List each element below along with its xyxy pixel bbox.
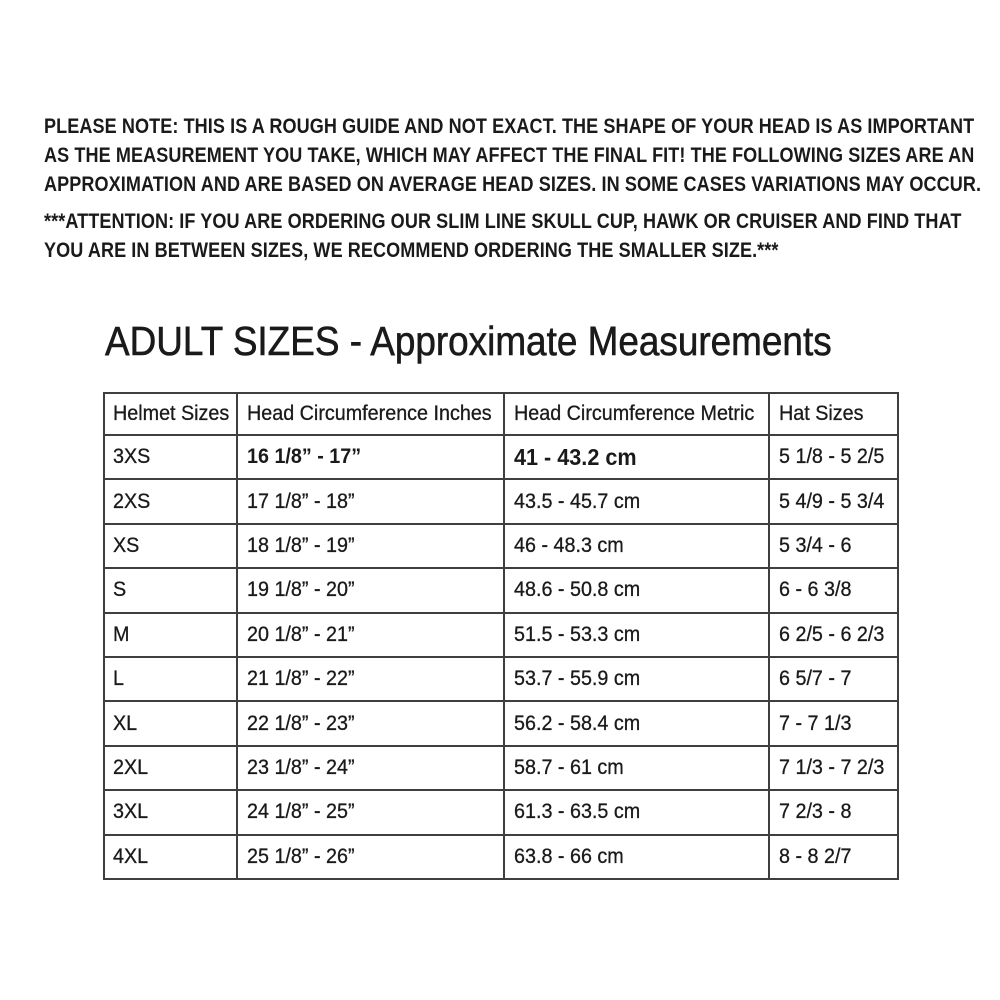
attention-line: YOU ARE IN BETWEEN SIZES, WE RECOMMEND ORDERING THE SMALLER SIZE.***	[44, 238, 779, 262]
inches-cell	[237, 790, 504, 834]
inches-cell	[237, 835, 504, 879]
note-line: AS THE MEASUREMENT YOU TAKE, WHICH MAY AFFECT THE FINAL FIT! THE FOLLOWING SIZES ARE AN	[44, 143, 975, 167]
header-label: Head Circumference Inches	[247, 402, 492, 425]
cell-value: 24 1/8” - 25”	[247, 800, 355, 824]
table-row	[104, 701, 898, 745]
helmet-size-cell	[104, 524, 237, 568]
note-line: APPROXIMATION AND ARE BASED ON AVERAGE HEAD SIZES. IN SOME CASES VARIATIONS MAY OCCUR.	[44, 172, 982, 196]
metric-cell	[504, 657, 769, 701]
metric-cell	[504, 568, 769, 612]
header-circumference-inches	[237, 393, 504, 435]
metric-cell	[504, 746, 769, 790]
cell-value: 43.5 - 45.7 cm	[514, 489, 641, 513]
inches-cell	[237, 568, 504, 612]
table-row	[104, 746, 898, 790]
hat-size-cell	[769, 568, 898, 612]
cell-value: 58.7 - 61 cm	[514, 755, 624, 779]
cell-value: 63.8 - 66 cm	[514, 844, 624, 868]
table-row	[104, 435, 898, 479]
table-row	[104, 790, 898, 834]
hat-size-cell	[769, 657, 898, 701]
metric-cell	[504, 435, 769, 479]
metric-cell	[504, 613, 769, 657]
page-title: ADULT SIZES - Approximate Measurements	[105, 318, 832, 364]
helmet-size-cell	[104, 613, 237, 657]
cell-value: 5 4/9 - 5 3/4	[779, 489, 885, 513]
metric-cell	[504, 524, 769, 568]
inches-cell	[237, 435, 504, 479]
cell-value: 7 2/3 - 8	[779, 800, 852, 824]
cell-value: 6 2/5 - 6 2/3	[779, 622, 885, 646]
cell-value: 17 1/8” - 18”	[247, 489, 355, 513]
helmet-size-cell	[104, 479, 237, 523]
hat-size-cell	[769, 701, 898, 745]
helmet-size-cell	[104, 435, 237, 479]
cell-value: 5 3/4 - 6	[779, 533, 852, 557]
header-circumference-metric	[504, 393, 769, 435]
table-row	[104, 657, 898, 701]
table-row	[104, 568, 898, 612]
header-helmet-sizes	[104, 393, 237, 435]
cell-value: S	[113, 578, 127, 602]
helmet-size-cell	[104, 701, 237, 745]
hat-size-cell	[769, 479, 898, 523]
hat-size-cell	[769, 835, 898, 879]
cell-value: 48.6 - 50.8 cm	[514, 578, 641, 602]
inches-cell	[237, 701, 504, 745]
hat-size-cell	[769, 524, 898, 568]
size-table	[103, 392, 899, 880]
helmet-size-cell	[104, 790, 237, 834]
cell-value: 51.5 - 53.3 cm	[514, 622, 641, 646]
cell-value: 56.2 - 58.4 cm	[514, 711, 641, 735]
cell-value: XL	[113, 711, 138, 735]
cell-value: 18 1/8” - 19”	[247, 533, 355, 557]
inches-cell	[237, 479, 504, 523]
attention-paragraph	[44, 207, 1000, 265]
cell-value: 2XS	[113, 489, 151, 513]
table-header-row	[104, 393, 898, 435]
note-line: PLEASE NOTE: THIS IS A ROUGH GUIDE AND NOT EXACT. THE SHAPE OF YOUR HEAD IS AS IMPORTANT	[44, 114, 975, 138]
helmet-size-cell	[104, 657, 237, 701]
cell-value: 20 1/8” - 21”	[247, 622, 355, 646]
cell-value: L	[113, 667, 124, 691]
inches-cell	[237, 657, 504, 701]
cell-value: 46 - 48.3 cm	[514, 533, 624, 557]
metric-cell	[504, 835, 769, 879]
cell-value: 3XL	[113, 800, 149, 824]
helmet-size-cell	[104, 835, 237, 879]
hat-size-cell	[769, 435, 898, 479]
note-paragraph	[44, 112, 1000, 199]
cell-value: 3XS	[113, 445, 151, 469]
hat-size-cell	[769, 613, 898, 657]
cell-value: 21 1/8” - 22”	[247, 667, 355, 691]
cell-value: XS	[113, 533, 140, 557]
cell-value: M	[113, 622, 130, 646]
table-row	[104, 524, 898, 568]
cell-value: 6 - 6 3/8	[779, 578, 852, 602]
cell-value: 8 - 8 2/7	[779, 844, 852, 868]
table-row	[104, 479, 898, 523]
header-label: Helmet Sizes	[113, 402, 230, 425]
attention-line: ***ATTENTION: IF YOU ARE ORDERING OUR SLIM LINE SKULL CUP, HAWK OR CRUISER AND FIND THAT	[44, 209, 962, 233]
cell-value: 2XL	[113, 755, 149, 779]
table-row	[104, 613, 898, 657]
cell-value: 7 1/3 - 7 2/3	[779, 755, 885, 779]
header-label: Head Circumference Metric	[514, 402, 755, 425]
header-hat-sizes	[769, 393, 898, 435]
inches-cell	[237, 613, 504, 657]
header-label: Hat Sizes	[779, 402, 864, 425]
table-row	[104, 835, 898, 879]
cell-value: 6 5/7 - 7	[779, 667, 852, 691]
cell-value: 5 1/8 - 5 2/5	[779, 445, 885, 469]
inches-cell	[237, 746, 504, 790]
cell-value: 16 1/8” - 17”	[247, 445, 362, 469]
hat-size-cell	[769, 746, 898, 790]
cell-value: 4XL	[113, 844, 149, 868]
metric-cell	[504, 790, 769, 834]
metric-cell	[504, 701, 769, 745]
helmet-size-cell	[104, 746, 237, 790]
helmet-size-cell	[104, 568, 237, 612]
metric-cell	[504, 479, 769, 523]
cell-value: 19 1/8” - 20”	[247, 578, 355, 602]
hat-size-cell	[769, 790, 898, 834]
cell-value: 61.3 - 63.5 cm	[514, 800, 641, 824]
cell-value: 7 - 7 1/3	[779, 711, 852, 735]
cell-value: 53.7 - 55.9 cm	[514, 667, 641, 691]
cell-value: 22 1/8” - 23”	[247, 711, 355, 735]
cell-value: 41 - 43.2 cm	[514, 443, 637, 470]
cell-value: 23 1/8” - 24”	[247, 755, 355, 779]
inches-cell	[237, 524, 504, 568]
cell-value: 25 1/8” - 26”	[247, 844, 355, 868]
